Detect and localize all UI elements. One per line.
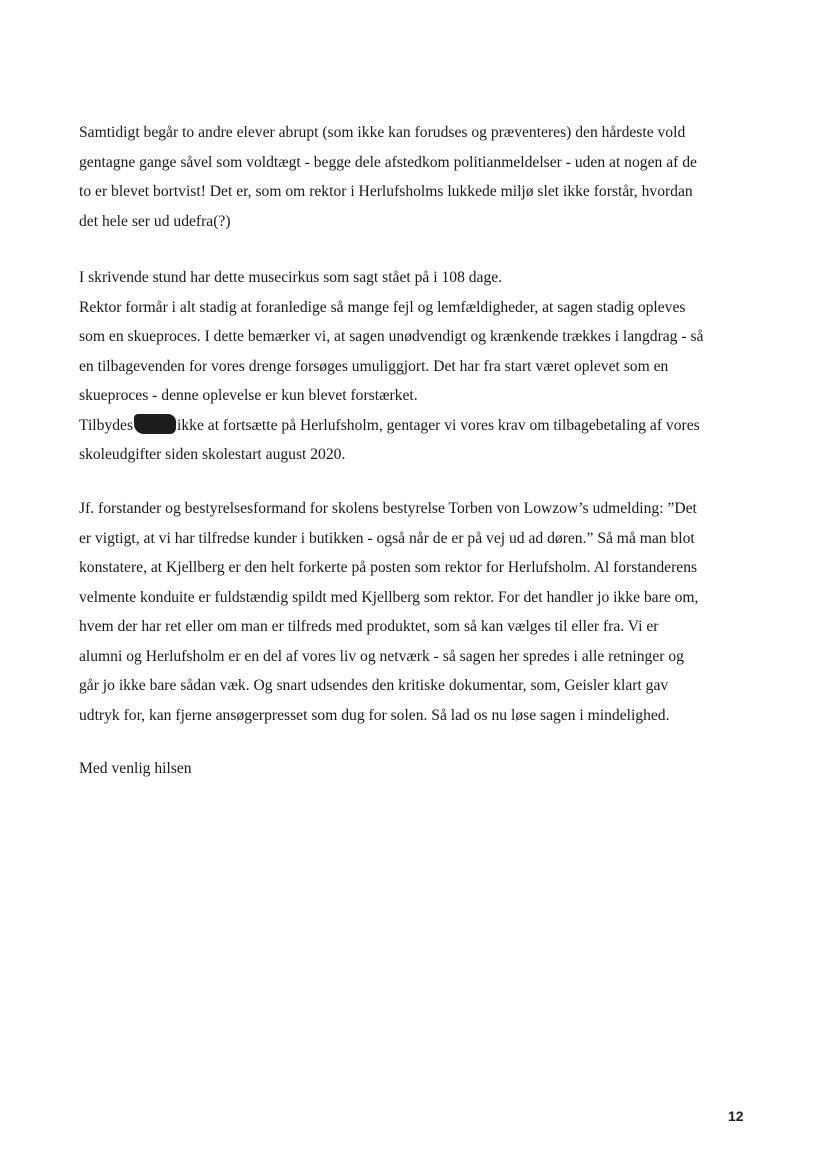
closing-line: Med venlig hilsen: [79, 760, 192, 777]
closing: [79, 754, 751, 784]
text-after-redaction: ikke at fortsætte på Herlufsholm, gentager vi vores krav om tilbagebetaling af vores: [177, 416, 700, 434]
text-line: går jo ikke bare sådan væk. Og snart udsendes den kritiske dokumentar, som, Geisler klart gav: [79, 677, 669, 694]
page-number: 12: [728, 1108, 744, 1124]
text-line: konstatere, at Kjellberg er den helt forkerte på posten som rektor for Herlufsholm. Al forstanderens: [79, 559, 698, 576]
text-before-redaction: Tilbydes: [79, 416, 134, 434]
text-line: er vigtigt, at vi har tilfredse kunder i butikken - også når de er på vej ud ad døren.” Så må man blot: [79, 529, 695, 547]
paragraph-2: [79, 263, 751, 470]
text-line: velmente konduite er fuldstændig spildt med Kjellberg som rektor. For det handler jo ikke bare om,: [79, 588, 699, 606]
text-line: skoleudgifter siden skolestart august 2020.: [79, 446, 346, 463]
text-line: en tilbagevenden for vores drenge forsøges umuliggjort. Det har fra start været oplevet som en: [79, 357, 669, 375]
text-line: som en skueproces. I dette bemærker vi, at sagen unødvendigt og krænkende trækkes i langdrag - så: [79, 328, 704, 345]
text-line: to er blevet bortvist! Det er, som om rektor i Herlufsholms lukkede miljø slet ikke forstår, hvordan: [79, 183, 693, 200]
text-line: alumni og Herlufsholm er en del af vores liv og netværk - så sagen her spredes i alle retninger og: [79, 647, 684, 665]
text-line: I skrivende stund har dette musecirkus som sagt stået på i 108 dage.: [79, 269, 503, 286]
redaction-mark: [134, 414, 176, 434]
text-line: Samtidigt begår to andre elever abrupt (som ikke kan forudses og præventeres) den hårdeste vold: [79, 124, 686, 141]
text-line: hvem der har ret eller om man er tilfreds med produktet, som så kan vælges til eller fra. Vi er: [79, 618, 659, 635]
text-line: gentagne gange såvel som voldtægt - begge dele afstedkom politianmeldelser - uden at nogen af de: [79, 153, 697, 171]
text-line: udtryk for, kan fjerne ansøgerpresset som dug for solen. Så lad os nu løse sagen i mindelighed.: [79, 706, 670, 724]
text-line: det hele ser ud udefra(?): [79, 212, 231, 230]
text-line: Rektor formår i alt stadig at foranledige så mange fejl og lemfældigheder, at sagen stadig opleves: [79, 298, 686, 316]
text-line: Jf. forstander og bestyrelsesformand for skolens bestyrelse Torben von Lowzow’s udmelding: ”Det: [79, 500, 697, 517]
paragraph-3: [79, 494, 751, 730]
text-line: skueproces - denne oplevelse er kun blevet forstærket.: [79, 387, 418, 404]
redacted-text-line: [79, 411, 751, 441]
paragraph-1: [79, 118, 751, 236]
